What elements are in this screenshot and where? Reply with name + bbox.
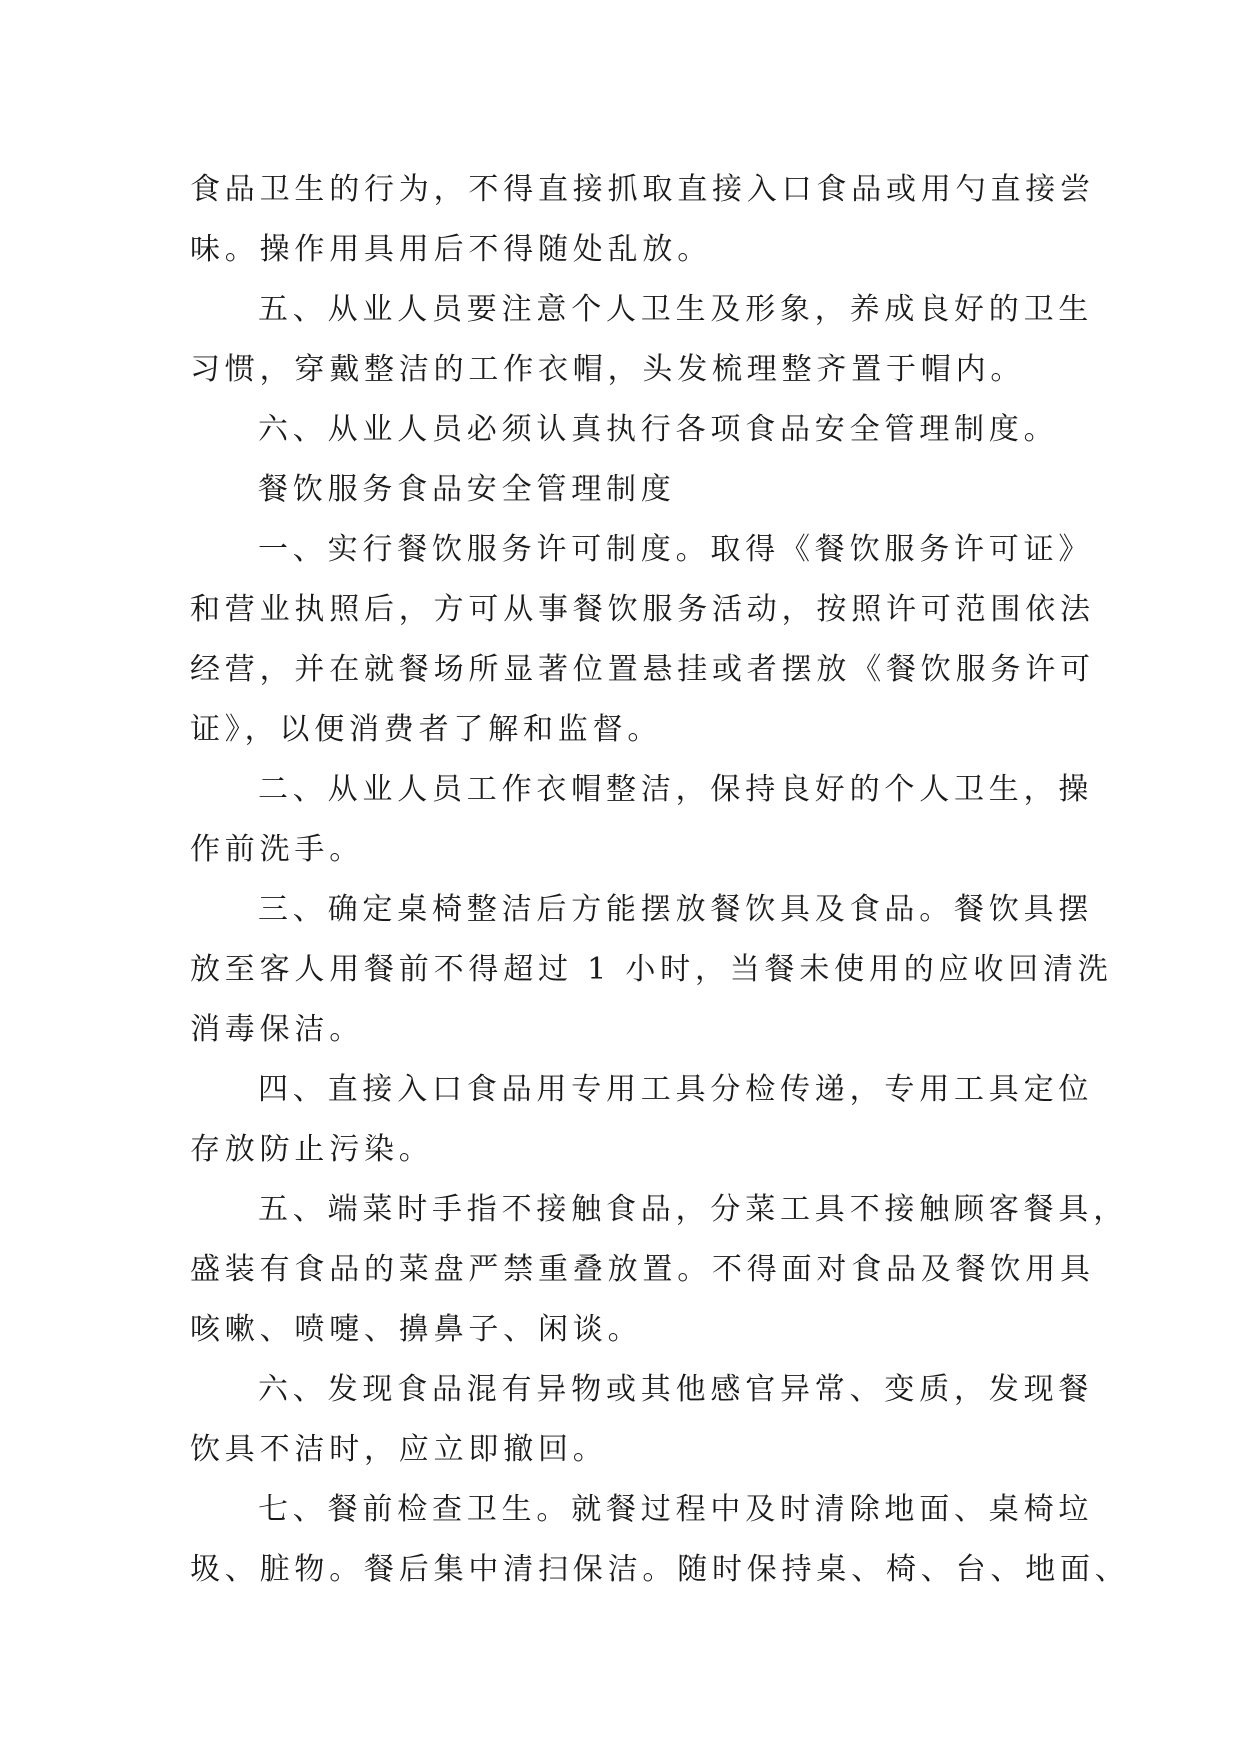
document-body [190, 160, 1130, 1600]
text-line: 习惯，穿戴整洁的工作衣帽，头发梳理整齐置于帽内。 [190, 352, 1026, 387]
text-line: 五、从业人员要注意个人卫生及形象，养成良好的卫生 [258, 292, 1094, 327]
text-line: 消毒保洁。 [190, 1012, 364, 1047]
text-line: 证》，以便消费者了解和监督。 [190, 712, 663, 747]
text-line: 食品卫生的行为，不得直接抓取直接入口食品或用勺直接尝 [190, 172, 1095, 207]
text-line: 盛装有食品的菜盘严禁重叠放置。不得面对食品及餐饮用具 [190, 1252, 1095, 1287]
text-line: 六、从业人员必须认真执行各项食品安全管理制度。 [258, 412, 1059, 447]
text-line: 和营业执照后，方可从事餐饮服务活动，按照许可范围依法 [190, 592, 1095, 627]
text-line: 四、直接入口食品用专用工具分检传递，专用工具定位 [258, 1072, 1094, 1107]
text-line: 圾、脏物。餐后集中清扫保洁。随时保持桌、椅、台、地面、 [190, 1552, 1130, 1587]
text-line: 存放防止污染。 [190, 1132, 434, 1167]
text-line: 味。操作用具用后不得随处乱放。 [190, 232, 712, 267]
text-line: 六、发现食品混有异物或其他感官异常、变质，发现餐 [258, 1372, 1094, 1407]
text-line: 饮具不洁时，应立即撤回。 [190, 1432, 608, 1467]
text-line: 三、确定桌椅整洁后方能摆放餐饮具及食品。餐饮具摆 [258, 892, 1094, 927]
text-line: 放至客人用餐前不得超过 1 小时，当餐未使用的应收回清洗 [190, 952, 1113, 987]
text-line: 餐饮服务食品安全管理制度 [258, 472, 676, 507]
text-line: 一、实行餐饮服务许可制度。取得《餐饮服务许可证》 [258, 532, 1094, 567]
text-line: 二、从业人员工作衣帽整洁，保持良好的个人卫生，操 [258, 772, 1094, 807]
text-line: 经营，并在就餐场所显著位置悬挂或者摆放《餐饮服务许可 [190, 652, 1095, 687]
text-line: 五、端菜时手指不接触食品，分菜工具不接触顾客餐具， [258, 1192, 1128, 1227]
text-line: 咳嗽、喷嚏、擤鼻子、闲谈。 [190, 1312, 643, 1347]
text-line: 七、餐前检查卫生。就餐过程中及时清除地面、桌椅垃 [258, 1492, 1094, 1527]
text-line: 作前洗手。 [190, 832, 364, 867]
